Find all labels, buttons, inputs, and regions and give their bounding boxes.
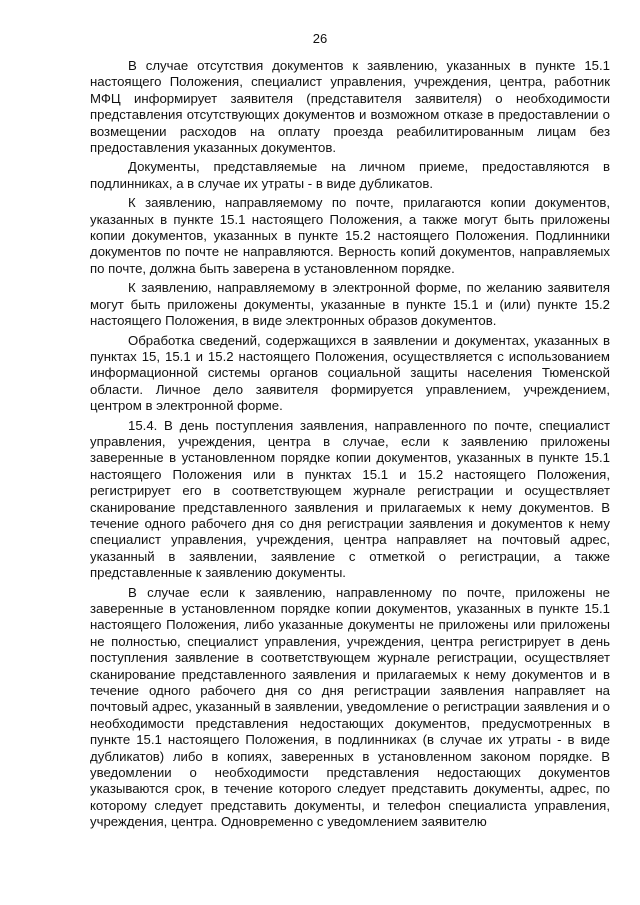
document-body: [90, 58, 610, 834]
paragraph: В случае отсутствия документов к заявлению, указанных в пункте 15.1 настоящего Положения, специалист управления, учреждения, центра, работник МФЦ информирует заявителя (представителя заявителя) о необходимости представления отсутствующих документов и возможном отказе в предоставлении о возмещении расходов на оплату проезда реабилитированным лицам без предоставления указанных документов.: [90, 58, 610, 156]
paragraph: 15.4. В день поступления заявления, направленного по почте, специалист управления, учреждения, центра в случае, если к заявлению приложены заверенные в установленном порядке копии документов, указанных в пункте 15.1 настоящего Положения или в пунктах 15.1 и 15.2 настоящего Положения, регистрирует его в соответствующем журнале регистрации и осуществляет сканирование представленного заявления и прилагаемых к нему документов. В течение одного рабочего дня со дня регистрации заявления и документов к нему специалист управления, учреждения, центра направляет на почтовый адрес, указанный в заявлении, заявление с отметкой о регистрации, а также представленные к заявлению документы.: [90, 417, 610, 581]
paragraph: К заявлению, направляемому по почте, прилагаются копии документов, указанных в пункте 15.1 настоящего Положения, а также могут быть приложены копии документов, указанных в пункте 15.2 настоящего Положения. Подлинники документов по почте не направляются. Верность копий документов, направляемых по почте, должна быть заверена в установленном порядке.: [90, 195, 610, 276]
paragraph: Документы, представляемые на личном приеме, предоставляются в подлинниках, а в случае их утраты - в виде дубликатов.: [90, 159, 610, 191]
paragraph: К заявлению, направляемому в электронной форме, по желанию заявителя могут быть приложены документы, указанные в пункте 15.1 и (или) пункте 15.2 настоящего Положения, в виде электронных образов документов.: [90, 280, 610, 329]
paragraph: В случае если к заявлению, направленному по почте, приложены не заверенные в установленном порядке копии документов, указанных в пункте 15.1 настоящего Положения, либо указанные документы не приложены или приложены не полностью, специалист управления, учреждения, центра регистрирует в день поступления заявление в соответствующем журнале регистрации, осуществляет сканирование представленного заявления и прилагаемых к нему документов и в течение одного рабочего дня со дня регистрации заявления направляет на почтовый адрес, указанный в заявлении, уведомление о регистрации заявления и о необходимости представления недостающих документов, предусмотренных в пункте 15.1 настоящего Положения, в подлинниках (в случае их утраты - в виде дубликатов) либо в копиях, заверенных в установленном законом порядке. В уведомлении о необходимости представления недостающих документов указываются срок, в течение которого следует представить документы, адрес, по которому следует представить документы, и телефон специалиста управления, учреждения, центра. Одновременно с уведомлением заявителю: [90, 584, 610, 830]
page-number: 26: [312, 31, 328, 46]
paragraph: Обработка сведений, содержащихся в заявлении и документах, указанных в пунктах 15, 15.1 и 15.2 настоящего Положения, осуществляется с использованием информационной системы органов социальной защиты населения Тюменской области. Личное дело заявителя формируется управлением, учреждением, центром в электронной форме.: [90, 332, 610, 414]
